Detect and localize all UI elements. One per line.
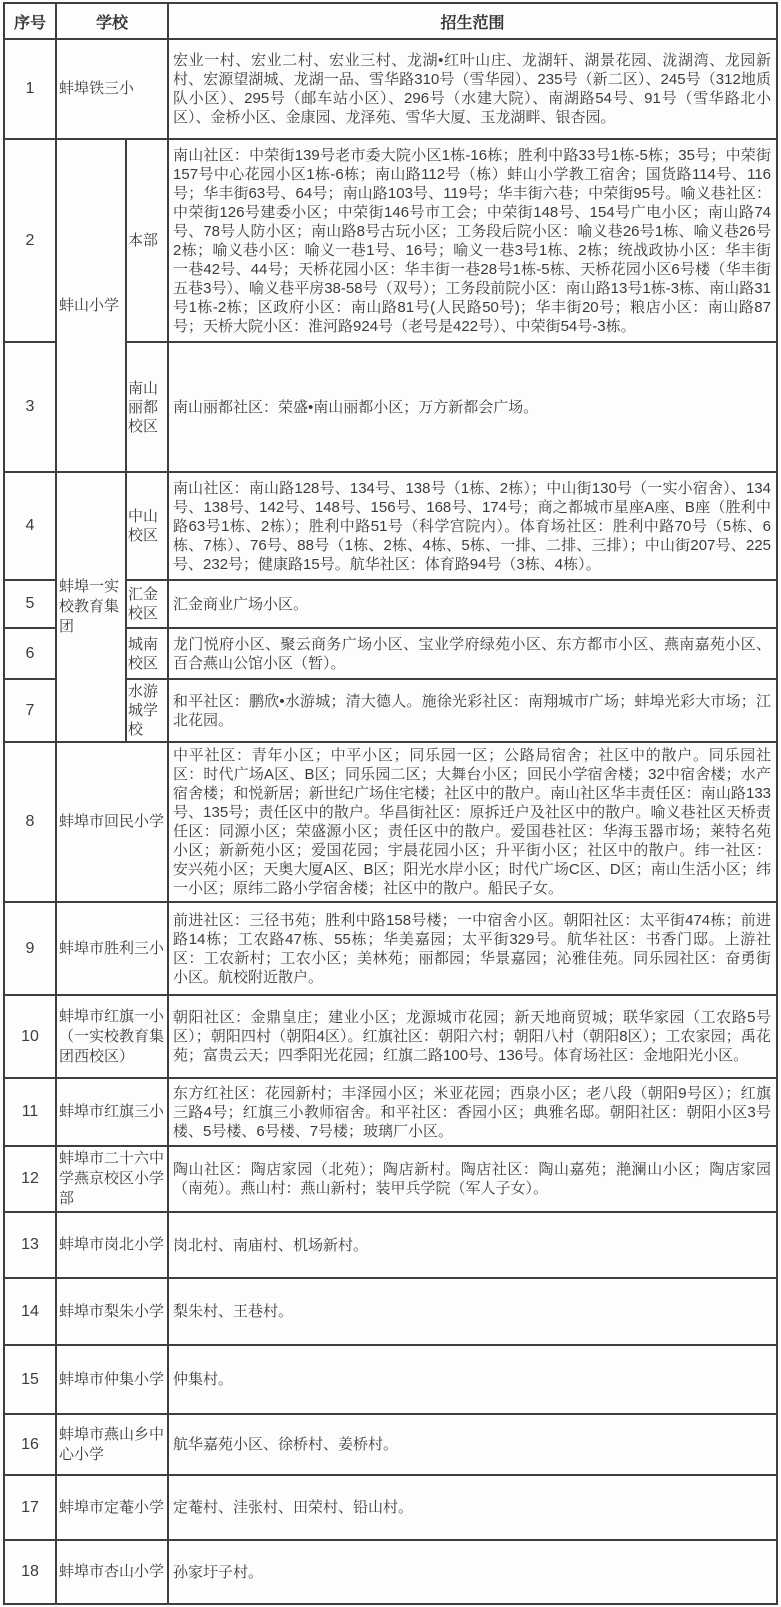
row-index-cell: 11: [4, 1078, 56, 1146]
range-cell: 南山社区：中荣街139号老市委大院小区1栋-16栋；胜利中路33号1栋-5栋；35号；中荣街157号中心花园小区1栋-6栋；南山路112号（栋）蚌山小学教工宿舍；国货路114号、116号；华丰街63号、64号；南山路103号、119号；华丰街六巷；中荣街95号。喻义巷社区：中荣街126号建委小区；中荣街146号市工会；中荣街148号、154号广电小区；南山路74号、78号人防小区；南山路8号古玩小区；工务段后院小区：喻义巷26号1栋、喻义巷26号2栋；喻义巷小区：喻义一巷1号、16号；喻义一巷3号1栋、2栋；统战政协小区：华丰街一巷42号、44号；天桥花园小区：华丰街一巷28号1栋-5栋、天桥花园小区6号楼（华丰街五巷3号）、喻义巷平房38-58号（双号）；工务段前院小区：南山路13号1栋-3栋、南山路31号1栋-2栋；区政府小区：南山路81号(人民路50号)；华丰街20号；粮店小区：南山路87号；天桥大院小区：淮河路924号（老号是422号）、中荣街54号-3栋。: [168, 139, 777, 342]
row-index-cell: 1: [4, 39, 56, 139]
school-cell: 蚌埠市仲集小学: [56, 1345, 168, 1414]
campus-cell: 水游城学校: [126, 679, 168, 742]
range-cell: 陶山社区：陶店家园（北苑）；陶店新村。陶店社区：陶山嘉苑；滟澜山小区；陶店家园（南苑）。燕山村：燕山新村；装甲兵学院（军人子女）。: [168, 1146, 777, 1212]
school-cell: 蚌埠市定菴小学: [56, 1475, 168, 1540]
table-row: [4, 1212, 777, 1278]
row-index-cell: 14: [4, 1278, 56, 1345]
header-row: [4, 3, 777, 39]
row-index-cell: 3: [4, 342, 56, 472]
range-cell: 梨朱村、王巷村。: [168, 1278, 777, 1345]
campus-cell: 中山校区: [126, 472, 168, 580]
row-index-cell: 4: [4, 472, 56, 580]
table-row: [4, 1540, 777, 1604]
school-cell: 蚌埠市岗北小学: [56, 1212, 168, 1278]
row-index-cell: 18: [4, 1540, 56, 1604]
range-cell: 南山社区：南山路128号、134号、138号（1栋、2栋）；中山街130号（一实小宿舍）、134号、138号、142号、148号、156号、168号、174号；商之都城市星座A座、B座（胜利中路63号1栋、2栋）；胜利中路51号（科学宫院内）。体育场社区：胜利中路70号（5栋、6栋、7栋）、76号、88号（1栋、2栋、4栋、5栋、一排、二排、三排）；中山街207号、225号、232号；健康路15号。航华社区：体育路94号（3栋、4栋）。: [168, 472, 777, 580]
table-row: [4, 1146, 777, 1212]
school-cell: 蚌埠市胜利三小: [56, 902, 168, 995]
school-cell: 蚌山小学: [56, 139, 126, 472]
campus-cell: 南山丽都校区: [126, 342, 168, 472]
table-row: [4, 1414, 777, 1475]
table-row: [4, 1345, 777, 1414]
header-range: 招生范围: [168, 3, 777, 39]
range-cell: 和平社区：鹏欣•水游城；清大德人。施徐光彩社区：南翔城市广场；蚌埠光彩大市场；江北花园。: [168, 679, 777, 742]
campus-cell: 汇金校区: [126, 580, 168, 628]
school-cell: 蚌埠市梨朱小学: [56, 1278, 168, 1345]
table-row: [4, 472, 777, 580]
school-cell: 蚌埠市二十六中学燕京校区小学部: [56, 1146, 168, 1212]
range-cell: 宏业一村、宏业二村、宏业三村、龙湖•红叶山庄、龙湖轩、湖景花园、泷湖湾、龙园新村、宏源望湖城、龙湖一品、雪华路310号（雪华园）、235号（新二区）、245号（312地质队小区）、295号（邮车站小区）、296号（水建大院）、南湖路54号、91号（雪华路北小区）、金桥小区、金康园、龙泽苑、雪华大厦、玉龙湖畔、银杏园。: [168, 39, 777, 139]
header-index: 序号: [4, 3, 56, 39]
range-cell: 前进社区：三径书苑；胜利中路158号楼；一中宿舍小区。朝阳社区：太平街474栋；前进路14栋；工农路47栋、55栋；华美嘉园；太平街329号。航华社区：书香门邸。上游社区：工农新村；工农小区；美林苑；丽都园；华景嘉园；沁雅佳苑。同乐园社区：奋勇街小区。航校附近散户。: [168, 902, 777, 995]
range-cell: 中平社区：青年小区；中平小区；同乐园一区；公路局宿舍；社区中的散户。同乐园社区：时代广场A区、B区；同乐园二区；大舞台小区；回民小学宿舍楼；32中宿舍楼；水产宿舍楼；和悦新居；新世纪广场住宅楼；社区中的散户。南山社区华丰责任区：南山路133号、135号；责任区中的散户。华昌街社区：原拆迁户及社区中的散户。喻义巷社区天桥责任区：同源小区；荣盛源小区；责任区中的散户。爱国巷社区：华海玉器市场；莱特名苑小区；新新苑小区；爱国花园；宇晨花园小区；升平街小区；社区中的散户。纬一社区：安兴苑小区；天奥大厦A区、B区；阳光水岸小区；时代广场C区、D区；南山生活小区；纬一小区；原纬二路小学宿舍楼；社区中的散户。船民子女。: [168, 742, 777, 902]
row-index-cell: 2: [4, 139, 56, 342]
school-cell: 蚌埠市红旗一小（一实校教育集团西校区）: [56, 995, 168, 1078]
enrollment-table: [3, 2, 778, 1605]
school-cell: 蚌埠一实校教育集团: [56, 472, 126, 742]
row-index-cell: 12: [4, 1146, 56, 1212]
campus-cell: 城南校区: [126, 628, 168, 679]
table-row: [4, 139, 777, 342]
table-row: [4, 742, 777, 902]
range-cell: 龙门悦府小区、聚云商务广场小区、宝业学府绿苑小区、东方都市小区、燕南嘉苑小区、百合燕山公馆小区（暂）。: [168, 628, 777, 679]
range-cell: 东方红社区：花园新村；丰泽园小区；米亚花园；西泉小区；老八段（朝阳9号区）；红旗三路4号；红旗三小教师宿舍。和平社区：香园小区；典雅名邸。朝阳社区：朝阳小区3号楼、5号楼、6号楼、7号楼；玻璃厂小区。: [168, 1078, 777, 1146]
row-index-cell: 5: [4, 580, 56, 628]
row-index-cell: 13: [4, 1212, 56, 1278]
row-index-cell: 10: [4, 995, 56, 1078]
table-row: [4, 902, 777, 995]
row-index-cell: 7: [4, 679, 56, 742]
school-cell: 蚌埠市回民小学: [56, 742, 168, 902]
table-row: [4, 1078, 777, 1146]
row-index-cell: 17: [4, 1475, 56, 1540]
table-row: [4, 995, 777, 1078]
range-cell: 孙家圩子村。: [168, 1540, 777, 1604]
range-cell: 朝阳社区：金鼎皇庄；建业小区；龙源城市花园；新天地商贸城；联华家园（工农路5号区）；朝阳四村（朝阳4区）。红旗社区：朝阳六村；朝阳八村（朝阳8区）；工农家园；禹花苑；富贵云天；四季阳光花园；红旗二路100号、136号。体育场社区：金地阳光小区。: [168, 995, 777, 1078]
row-index-cell: 16: [4, 1414, 56, 1475]
table-row: [4, 39, 777, 139]
table-row: [4, 1475, 777, 1540]
row-index-cell: 8: [4, 742, 56, 902]
row-index-cell: 9: [4, 902, 56, 995]
table-row: [4, 1278, 777, 1345]
row-index-cell: 15: [4, 1345, 56, 1414]
school-cell: 蚌埠市杏山小学: [56, 1540, 168, 1604]
school-cell: 蚌埠市燕山乡中心小学: [56, 1414, 168, 1475]
row-index-cell: 6: [4, 628, 56, 679]
range-cell: 航华嘉苑小区、徐桥村、姜桥村。: [168, 1414, 777, 1475]
header-school: 学校: [56, 3, 168, 39]
range-cell: 南山丽都社区：荣盛•南山丽都小区；万方新都会广场。: [168, 342, 777, 472]
range-cell: 定菴村、洼张村、田荣村、铅山村。: [168, 1475, 777, 1540]
school-cell: 蚌埠铁三小: [56, 39, 168, 139]
range-cell: 岗北村、南庙村、机场新村。: [168, 1212, 777, 1278]
school-cell: 蚌埠市红旗三小: [56, 1078, 168, 1146]
campus-cell: 本部: [126, 139, 168, 342]
range-cell: 仲集村。: [168, 1345, 777, 1414]
range-cell: 汇金商业广场小区。: [168, 580, 777, 628]
